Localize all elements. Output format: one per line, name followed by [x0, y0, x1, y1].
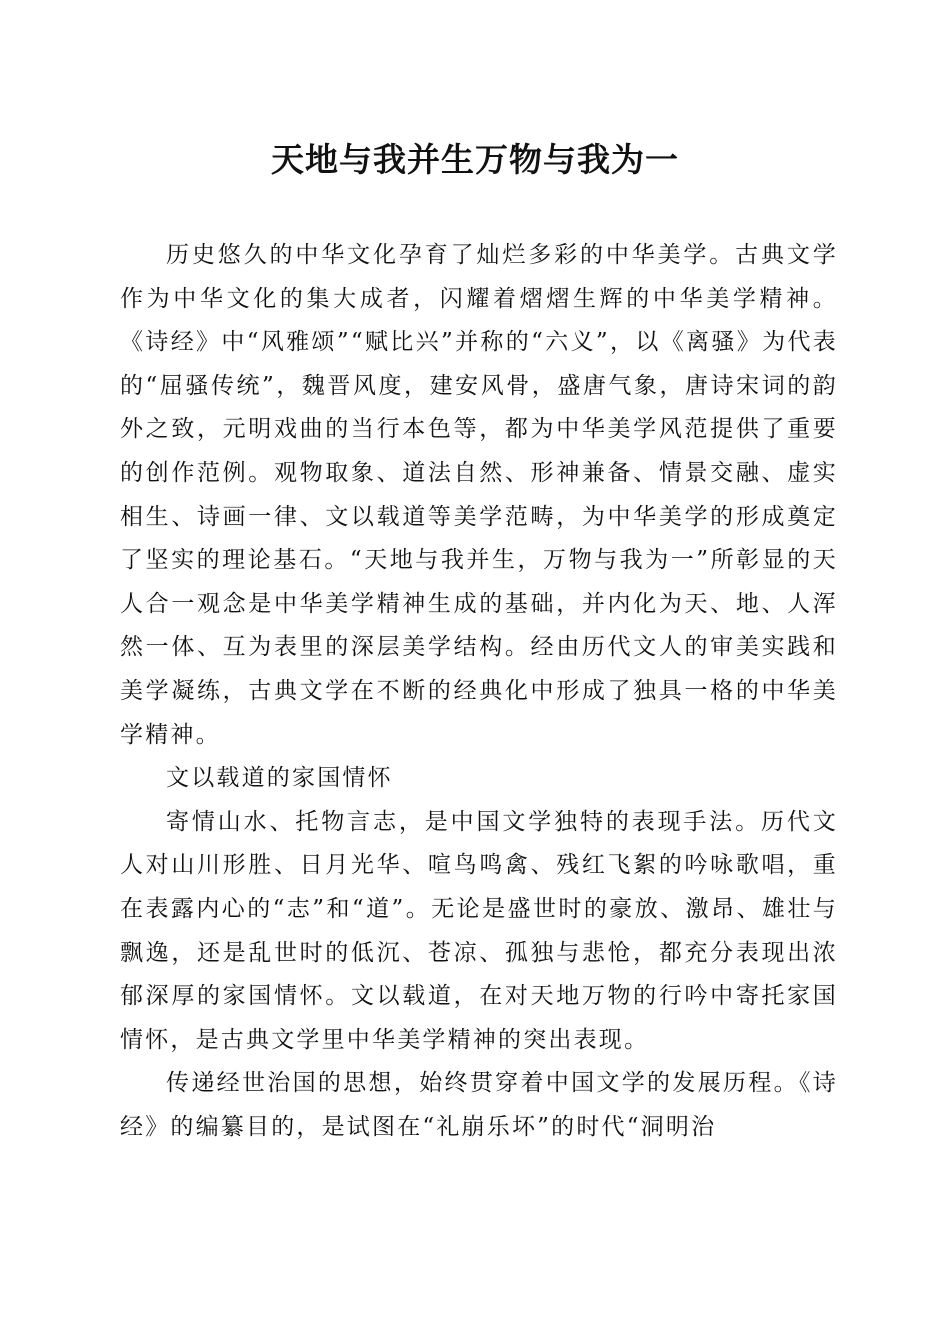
document-title: 天地与我并生万物与我为一: [271, 140, 679, 179]
paragraph-governance: 传递经世治国的思想，始终贯穿着中国文学的发展历程。《诗经》的编纂目的，是试图在“礼崩乐坏”的时代“洞明治: [120, 1070, 838, 1140]
paragraph-intro: 历史悠久的中华文化孕育了灿烂多彩的中华美学。古典文学作为中华文化的集大成者，闪耀着熠熠生辉的中华美学精神。《诗经》中“风雅颂”“赋比兴”并称的“六义”，以《离骚》为代表的“屈骚传统”，魏晋风度，建安风骨，盛唐气象，唐诗宋词的韵外之致，元明戏曲的当行本色等，都为中华美学风范提供了重要的创作范例。观物取象、道法自然、形神兼备、情景交融、虚实相生、诗画一律、文以载道等美学范畴，为中华美学的形成奠定了坚实的理论基石。“天地与我并生，万物与我为一”所彰显的天人合一观念是中华美学精神生成的基础，并内化为天、地、人浑然一体、互为表里的深层美学结构。经由历代文人的审美实践和美学凝练，古典文学在不断的经典化中形成了独具一格的中华美学精神。: [120, 242, 838, 748]
paragraph-landscape: 寄情山水、托物言志，是中国文学独特的表现手法。历代文人对山川形胜、日月光华、喧鸟鸣禽、残红飞絮的吟咏歌唱，重在表露内心的“志”和“道”。无论是盛世时的豪放、激昂、雄壮与飘逸，还是乱世时的低沉、苍凉、孤独与悲怆，都充分表现出浓郁深厚的家国情怀。文以载道，在对天地万物的行吟中寄托家国情怀，是古典文学里中华美学精神的突出表现。: [120, 808, 838, 1053]
section-heading: 文以载道的家国情怀: [166, 765, 393, 792]
document-body: [120, 234, 838, 1149]
